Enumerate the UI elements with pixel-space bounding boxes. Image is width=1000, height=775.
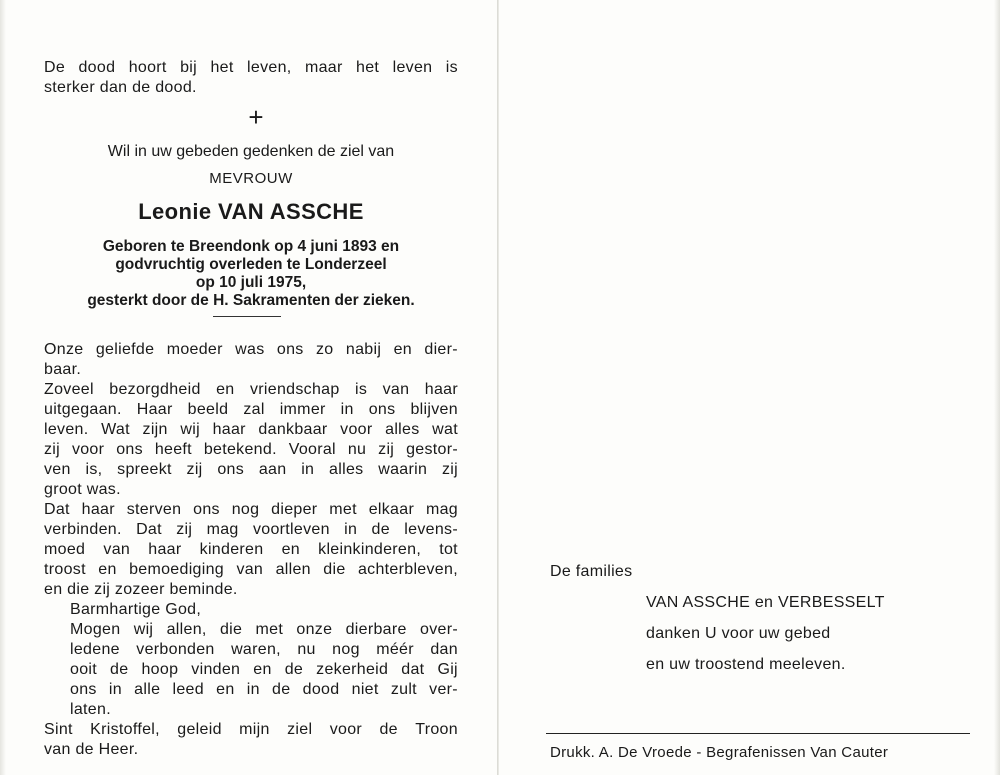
body-word: levens- xyxy=(404,521,458,538)
details-line: Geboren te Breendonk op 4 juni 1893 en xyxy=(102,238,400,255)
body-word: ver- xyxy=(429,681,458,698)
body-word: kinderen xyxy=(199,541,264,558)
body-word: Gij xyxy=(437,661,458,678)
motto-word: De xyxy=(44,59,66,76)
body-word: zo xyxy=(315,341,334,358)
body-word: bemoediging xyxy=(129,561,225,578)
body-word: Wat xyxy=(101,421,130,438)
body-word: zal xyxy=(243,401,265,418)
body-word: Troon xyxy=(415,721,458,738)
body-line: groot was. xyxy=(44,481,121,498)
details-line: op 10 juli 1975, xyxy=(195,274,307,291)
body-word: zij xyxy=(186,461,203,478)
body-word: ons xyxy=(116,441,143,458)
body-word: zij xyxy=(441,461,458,478)
body-word: in xyxy=(301,461,315,478)
body-word: ziel xyxy=(287,721,313,738)
body-word: nog xyxy=(332,641,360,658)
body-word: nu xyxy=(297,641,316,658)
body-line xyxy=(44,680,458,700)
body-word: in xyxy=(108,681,122,698)
body-line xyxy=(44,560,458,580)
details-line: godvruchtig overleden te Londerzeel xyxy=(115,256,387,273)
body-word: voortleven xyxy=(252,521,330,538)
body-word: zult xyxy=(390,681,417,698)
body-word: achterbleven, xyxy=(357,561,458,578)
body-word: vriendschap xyxy=(249,381,340,398)
deceased-name: Leonie VAN ASSCHE xyxy=(138,199,364,224)
cross-icon: + xyxy=(248,102,264,132)
body-word: de xyxy=(284,661,304,678)
honorific-title: MEVROUW xyxy=(209,170,293,187)
body-word: dierbare xyxy=(345,621,407,638)
body-line xyxy=(44,620,458,640)
body-word: allen, xyxy=(166,621,207,638)
motto-word: leven, xyxy=(247,59,292,76)
body-word: die xyxy=(323,561,346,578)
body-word: wij xyxy=(180,421,200,438)
body-word: van xyxy=(382,381,410,398)
body-word: zekerheid xyxy=(316,661,389,678)
body-word: en xyxy=(216,381,235,398)
body-word: immer xyxy=(279,401,326,418)
body-word: verbinden. xyxy=(44,521,122,538)
motto-word: dood xyxy=(78,59,116,76)
body-word: zij xyxy=(44,441,61,458)
motto-word: is xyxy=(445,59,458,76)
body-word: leed xyxy=(172,681,204,698)
body-line xyxy=(44,460,458,480)
body-word: ven xyxy=(44,461,71,478)
body-word: hoop xyxy=(141,661,179,678)
body-word: leven. xyxy=(44,421,89,438)
body-word: de xyxy=(110,661,129,678)
body-word: ooit xyxy=(70,661,97,678)
body-word: mijn xyxy=(239,721,270,738)
body-word: is, xyxy=(85,461,103,478)
body-word: heeft xyxy=(154,441,192,458)
body-word: ledene xyxy=(70,641,120,658)
body-word: moeder xyxy=(166,341,223,358)
birth-death-details xyxy=(44,238,458,310)
body-word: met xyxy=(329,501,357,518)
body-word: is xyxy=(355,381,368,398)
body-word: geliefde xyxy=(95,341,155,358)
body-word: alles xyxy=(385,421,420,438)
body-word: zij xyxy=(176,521,193,538)
body-word: betekend. xyxy=(203,441,277,458)
body-word: van xyxy=(236,561,264,578)
body-word: tot xyxy=(439,541,458,558)
body-word: dier- xyxy=(424,341,458,358)
body-word: waarin xyxy=(378,461,428,478)
body-word: en xyxy=(253,661,272,678)
body-word: haar xyxy=(148,541,182,558)
divider xyxy=(546,733,970,734)
body-word: haar xyxy=(81,501,115,518)
body-word: dan xyxy=(430,641,458,658)
body-word: de xyxy=(272,681,291,698)
body-word: Dat xyxy=(136,521,162,538)
body-word: zij xyxy=(378,441,395,458)
printer-credit: Drukk. A. De Vroede - Begrafenissen Van Cauter xyxy=(550,744,889,761)
body-word: Zoveel xyxy=(44,381,94,398)
body-line: van de Heer. xyxy=(44,741,139,758)
body-word: alles xyxy=(329,461,364,478)
body-line xyxy=(44,500,458,520)
body-line xyxy=(44,400,458,420)
body-word: onze xyxy=(296,621,333,638)
body-word: haar xyxy=(424,381,458,398)
motto-line: sterker dan de dood. xyxy=(44,79,197,96)
body-word: allen xyxy=(275,561,311,578)
body-word: dat xyxy=(401,661,425,678)
thanks-line: danken U voor uw gebed xyxy=(646,625,831,642)
body-word: troost xyxy=(44,561,86,578)
body-word: in xyxy=(340,401,354,418)
body-word: aan xyxy=(258,461,287,478)
body-word: de xyxy=(379,721,398,738)
body-word: over- xyxy=(420,621,458,638)
body-word: dood xyxy=(302,681,340,698)
body-word: in xyxy=(344,521,358,538)
body-word: van xyxy=(103,541,131,558)
body-word: zijn xyxy=(142,421,168,438)
body-word: gestor- xyxy=(406,441,458,458)
body-word: Dat xyxy=(44,501,70,518)
body-word: de xyxy=(371,521,390,538)
body-line xyxy=(44,660,458,680)
body-word: kleinkinderen, xyxy=(318,541,422,558)
body-word: Kristoffel, xyxy=(90,721,160,738)
body-word: bezorgdheid xyxy=(109,381,201,398)
card-edge-shadow xyxy=(0,0,6,775)
body-word: voor xyxy=(340,421,373,438)
body-word: voor xyxy=(329,721,363,738)
body-word: wij xyxy=(133,621,154,638)
body-line xyxy=(44,440,458,460)
motto-word: het xyxy=(356,59,380,76)
body-line xyxy=(44,540,458,560)
body-word: en xyxy=(281,541,300,558)
body-word: ons xyxy=(276,341,304,358)
motto-word: leven xyxy=(392,59,433,76)
body-word: verbonden xyxy=(136,641,215,658)
body-word: sterven xyxy=(126,501,182,518)
body-word: Sint xyxy=(44,721,73,738)
body-line xyxy=(44,640,458,660)
body-word: dieper xyxy=(271,501,318,518)
motto-word: maar xyxy=(304,59,343,76)
body-word: elkaar xyxy=(368,501,415,518)
right-page xyxy=(500,0,1000,775)
left-page xyxy=(44,58,458,760)
body-word: met xyxy=(255,621,284,638)
motto-line xyxy=(44,58,458,78)
body-word: Vooral xyxy=(288,441,336,458)
body-word: was xyxy=(235,341,265,358)
body-line xyxy=(44,520,458,540)
body-line: baar. xyxy=(44,361,82,378)
body-word: beeld xyxy=(187,401,229,418)
motto-word: bij xyxy=(180,59,198,76)
body-word: alle xyxy=(134,681,161,698)
body-word: mag xyxy=(425,501,458,518)
body-line: Barmhartige God, xyxy=(70,601,202,618)
body-line xyxy=(44,420,458,440)
body-word: vinden xyxy=(191,661,241,678)
families-label: De families xyxy=(550,563,633,580)
body-word: méér xyxy=(376,641,414,658)
prayer-intro: Wil in uw gebeden gedenken de ziel van xyxy=(107,143,395,160)
motto xyxy=(44,58,458,98)
body-word: dankbaar xyxy=(258,421,328,438)
body-word: geleid xyxy=(177,721,222,738)
body-word: niet xyxy=(351,681,379,698)
fold-line xyxy=(497,0,499,775)
body-word: wat xyxy=(432,421,458,438)
details-line: gesterkt door de H. Sakramenten der zieken. xyxy=(87,292,415,309)
body-word: Onze xyxy=(44,341,84,358)
body-word: ons xyxy=(70,681,97,698)
motto-word: hoort xyxy=(128,59,167,76)
memorial-text xyxy=(44,340,458,760)
body-line xyxy=(44,720,458,740)
body-word: ons xyxy=(368,401,396,418)
family-names: VAN ASSCHE en VERBESSELT xyxy=(646,594,885,611)
body-line xyxy=(44,380,458,400)
body-word: Haar xyxy=(136,401,173,418)
motto-word: het xyxy=(210,59,234,76)
body-line xyxy=(44,340,458,360)
body-word: in xyxy=(246,681,260,698)
body-word: nog xyxy=(231,501,260,518)
body-word: die xyxy=(219,621,243,638)
body-word: nabij xyxy=(345,341,382,358)
thanks-line: en uw troostend meeleven. xyxy=(646,656,846,673)
body-word: waren, xyxy=(231,641,281,658)
body-word: en xyxy=(98,561,117,578)
body-word: mag xyxy=(206,521,239,538)
body-word: haar xyxy=(212,421,246,438)
body-word: en xyxy=(393,341,412,358)
body-word: moed xyxy=(44,541,86,558)
body-word: Mogen xyxy=(70,621,121,638)
divider xyxy=(213,316,281,317)
body-line: laten. xyxy=(70,701,111,718)
body-line: en die zij zozeer beminde. xyxy=(44,581,238,598)
body-word: ons xyxy=(217,461,245,478)
body-word: en xyxy=(216,681,235,698)
body-word: blijven xyxy=(410,401,458,418)
body-word: ons xyxy=(193,501,220,518)
body-word: uitgegaan. xyxy=(44,401,122,418)
body-word: voor xyxy=(71,441,105,458)
body-word: spreekt xyxy=(117,461,172,478)
body-word: nu xyxy=(347,441,367,458)
